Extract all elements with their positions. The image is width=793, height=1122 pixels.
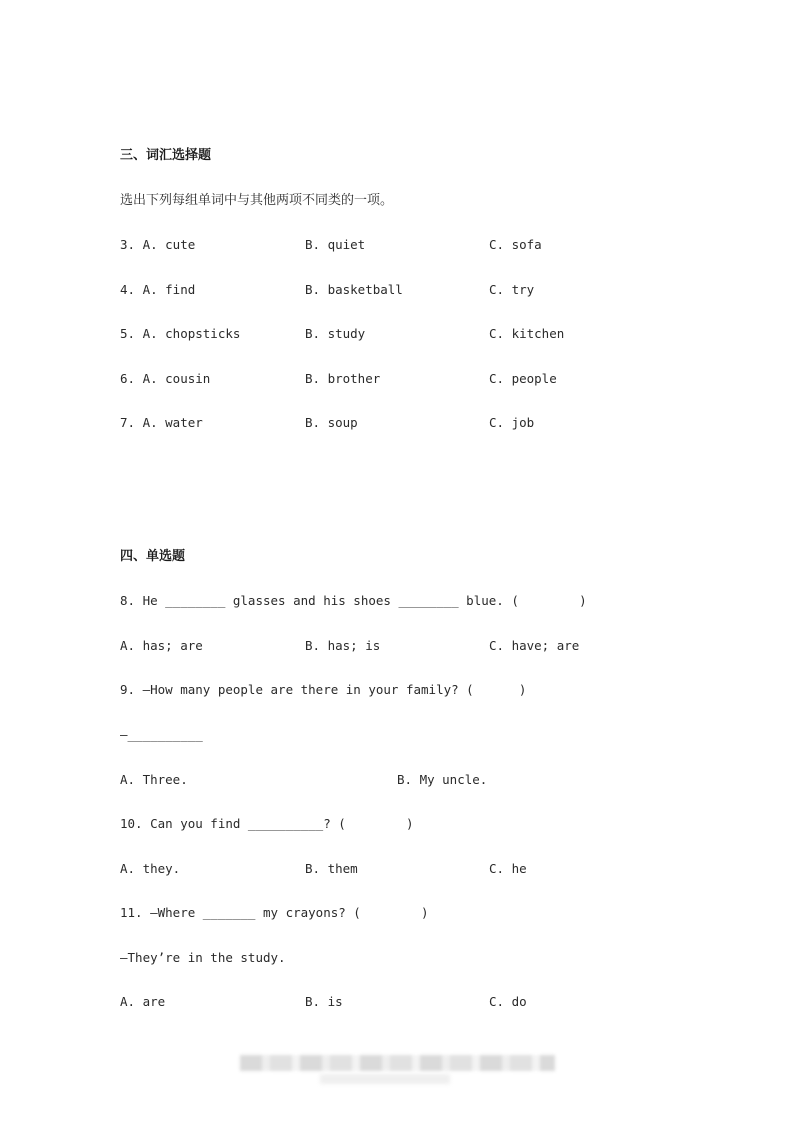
question-11-option-c: C. do xyxy=(489,994,527,1009)
question-4-option-b: B. basketball xyxy=(305,282,403,297)
section-4-heading: 四、单选题 xyxy=(120,549,186,564)
question-8-option-a: A. has; are xyxy=(120,638,203,653)
question-5-option-b: B. study xyxy=(305,326,366,341)
blurred-footer-watermark-secondary xyxy=(320,1074,450,1084)
question-10-stem: 10. Can you find __________? ( ) xyxy=(120,816,414,831)
question-10-option-c: C. he xyxy=(489,861,527,876)
question-10-option-b: B. them xyxy=(305,861,358,876)
question-11-stem: 11. —Where _______ my crayons? ( ) xyxy=(120,905,429,920)
question-4-option-a: 4. A. find xyxy=(120,282,196,297)
question-3-option-c: C. sofa xyxy=(489,237,542,252)
question-8-option-c: C. have; are xyxy=(489,638,580,653)
blurred-footer-watermark xyxy=(240,1055,555,1071)
question-6-option-a: 6. A. cousin xyxy=(120,371,211,386)
question-9-answer-line: —__________ xyxy=(120,727,203,742)
question-11-option-b: B. is xyxy=(305,994,343,1009)
question-6-option-b: B. brother xyxy=(305,371,381,386)
question-9-option-a: A. Three. xyxy=(120,772,188,787)
question-7-option-a: 7. A. water xyxy=(120,415,203,430)
question-4-option-c: C. try xyxy=(489,282,535,297)
section-3-heading: 三、词汇选择题 xyxy=(120,148,212,163)
question-11-option-a: A. are xyxy=(120,994,166,1009)
question-3-option-b: B. quiet xyxy=(305,237,366,252)
question-8-stem: 8. He ________ glasses and his shoes ________ blue. ( ) xyxy=(120,593,587,608)
question-9-option-b: B. My uncle. xyxy=(397,772,488,787)
question-5-option-c: C. kitchen xyxy=(489,326,565,341)
question-8-option-b: B. has; is xyxy=(305,638,381,653)
question-6-option-c: C. people xyxy=(489,371,557,386)
section-3-instruction: 选出下列每组单词中与其他两项不同类的一项。 xyxy=(120,193,394,208)
question-5-option-a: 5. A. chopsticks xyxy=(120,326,241,341)
question-9-stem: 9. —How many people are there in your family? ( ) xyxy=(120,682,527,697)
question-3-option-a: 3. A. cute xyxy=(120,237,196,252)
question-7-option-c: C. job xyxy=(489,415,535,430)
question-11-reply: —They’re in the study. xyxy=(120,950,286,965)
question-7-option-b: B. soup xyxy=(305,415,358,430)
question-10-option-a: A. they. xyxy=(120,861,181,876)
